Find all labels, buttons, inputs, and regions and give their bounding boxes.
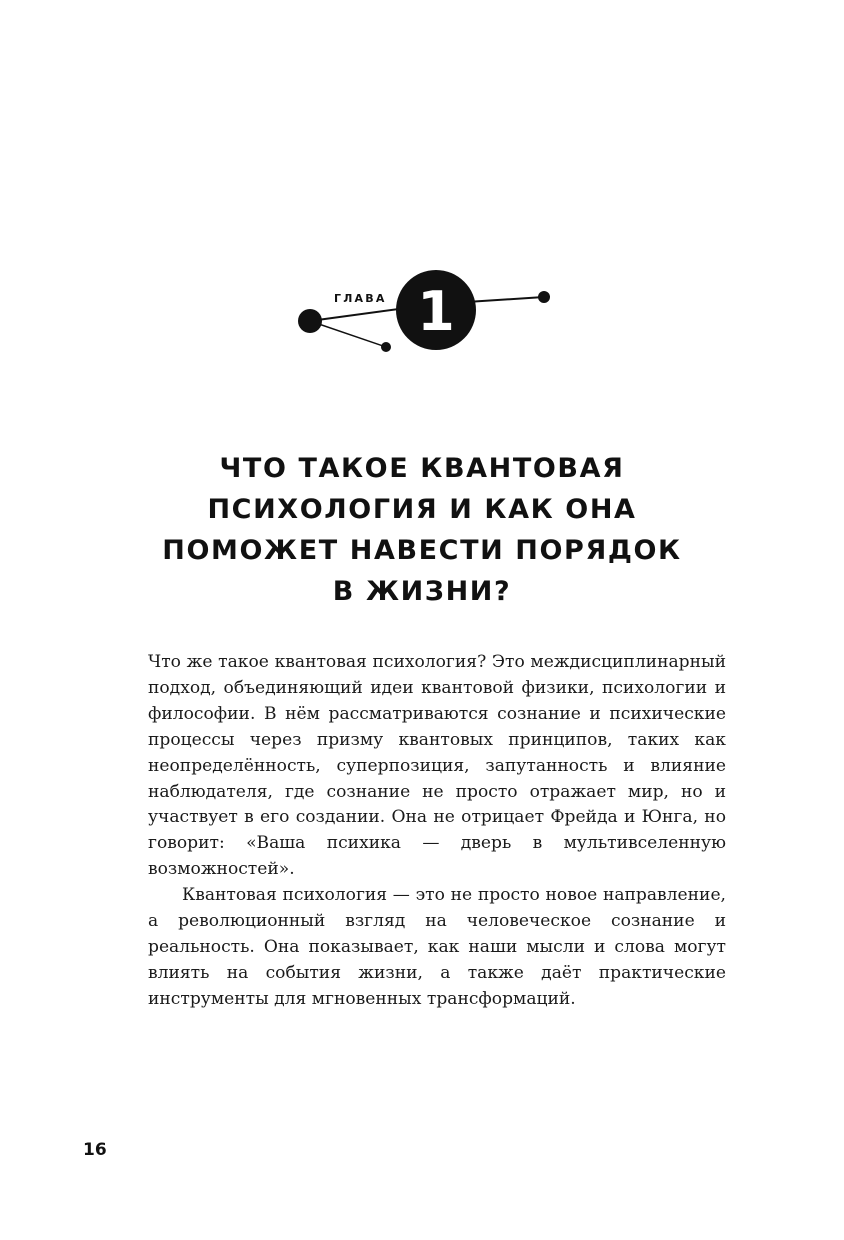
chapter-title-line: ЧТО ТАКОЕ КВАНТОВАЯ xyxy=(219,453,625,484)
chapter-emblem xyxy=(290,264,560,364)
chapter-title-line: ПОМОЖЕТ НАВЕСТИ ПОРЯДОК xyxy=(162,535,682,566)
chapter-title-line: В ЖИЗНИ? xyxy=(332,576,512,607)
chapter-title-line: ПСИХОЛОГИЯ И КАК ОНА xyxy=(207,494,637,525)
paragraph: Что же такое квантовая психология? Это междисциплинарный подход, объединяющий идеи квантовой физики, психологии и философии. В нём рассматриваются сознание и психические процессы через призму квантовых принципов, таких как неопределённость, суперпозиция, запутанность и влияние наблюдателя, где сознание не просто отражает мир, но и участвует в его создании. Она не отрицает Фрейда и Юнга, но говорит: «Ваша психика — дверь в мультивселенную возможностей». xyxy=(148,652,726,880)
chapter-label: ГЛАВА xyxy=(334,292,387,305)
body-text xyxy=(148,650,726,1013)
chapter-number: 1 xyxy=(417,280,455,343)
paragraph: Квантовая психология — это не просто новое направление, а революционный взгляд на человеческое сознание и реальность. Она показывает, как наши мысли и слова могут влиять на события жизни, а также даёт практические инструменты для мгновенных трансформаций. xyxy=(148,885,726,1009)
star-dot-small xyxy=(381,342,391,352)
page-number: 16 xyxy=(83,1140,107,1160)
constellation-icon xyxy=(290,264,560,364)
connector-line xyxy=(310,321,386,347)
star-dot-large xyxy=(298,309,322,333)
star-dot-small xyxy=(538,291,550,303)
chapter-title xyxy=(100,448,744,612)
